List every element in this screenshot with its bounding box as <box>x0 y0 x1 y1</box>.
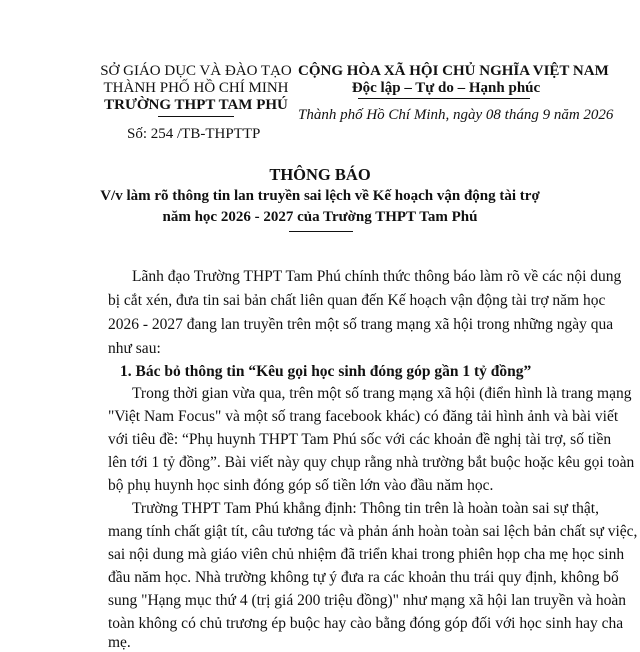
section1-para1-line: bộ phụ huynh học sinh đóng góp số tiền lớn vào đầu năm học. <box>108 477 494 494</box>
document-title: THÔNG BÁO <box>269 165 371 184</box>
section1-para2-line: mẹ. <box>108 634 131 651</box>
national-motto: Độc lập – Tự do – Hạnh phúc <box>351 80 541 96</box>
document-subject-line2: năm học 2026 - 2027 của Trường THPT Tam Phú <box>162 209 478 225</box>
document-subject-line1: V/v làm rõ thông tin lan truyền sai lệch về Kế hoạch vận động tài trợ <box>100 188 540 204</box>
document-number: Số: 254 /TB-THPTTP <box>127 126 261 142</box>
intro-line: bị cắt xén, đưa tin sai bản chất liên quan đến Kế hoạch vận động tài trợ năm học <box>108 292 606 309</box>
intro-line: Lãnh đạo Trường THPT Tam Phú chính thức thông báo làm rõ về các nội dung <box>132 268 622 285</box>
section1-para2-line: sai nội dung mà giáo viên chủ nhiệm đã triển khai trong phiên họp cha mẹ học sinh <box>108 546 625 563</box>
school-name: TRƯỜNG THPT TAM PHÚ <box>104 97 288 113</box>
section1-para2-line: mang tính chất giật tít, câu tương tác và phản ánh hoàn toàn sai lệch bản chất sự việc, <box>108 523 638 540</box>
section1-para2-line: toàn không có chủ trương ép buộc hay cào bằng đóng góp đối với học sinh hay cha <box>108 615 624 632</box>
section1-para2-line: đầu năm học. Nhà trường không tự ý đưa ra các khoản thu trái quy định, không bổ <box>108 569 619 586</box>
intro-line: như sau: <box>108 340 161 357</box>
school-underline <box>158 116 234 117</box>
intro-line: 2026 - 2027 đang lan truyền trên một số trang mạng xã hội trong những ngày qua <box>108 316 614 333</box>
title-underline <box>289 231 353 232</box>
document-date: Thành phố Hồ Chí Minh, ngày 08 tháng 9 năm 2026 <box>298 107 614 123</box>
section1-para2-line: Trường THPT Tam Phú khẳng định: Thông tin trên là hoàn toàn sai sự thật, <box>132 500 599 517</box>
section1-heading: 1. Bác bỏ thông tin “Kêu gọi học sinh đóng góp gần 1 tỷ đồng” <box>120 363 532 380</box>
city-name: THÀNH PHỐ HỒ CHÍ MINH <box>103 80 289 96</box>
header-left <box>96 63 296 114</box>
national-title: CỘNG HÒA XÃ HỘI CHỦ NGHĨA VIỆT NAM <box>298 63 609 79</box>
section1-para1-line: "Việt Nam Focus" và một số trang facebook khác) có đăng tải hình ảnh và bài viết <box>108 408 619 425</box>
department-name: SỞ GIÁO DỤC VÀ ĐÀO TẠO <box>100 63 292 79</box>
section1-para2-line: sung "Hạng mục thứ 4 (trị giá 200 triệu đồng)" như mạng xã hội lan truyền và hoàn <box>108 592 627 609</box>
motto-underline <box>358 98 530 99</box>
section1-para1-line: với tiêu đề: “Phụ huynh THPT Tam Phú sốc với các khoản đề nghị tài trợ, số tiền <box>108 431 612 448</box>
section1-para1-line: Trong thời gian vừa qua, trên một số trang mạng xã hội (điển hình là trang mạng <box>132 385 632 402</box>
section1-para1-line: lên tới 1 tỷ đồng”. Bài viết này quy chụp rằng nhà trường bắt buộc hoặc kêu gọi toàn <box>108 454 635 471</box>
